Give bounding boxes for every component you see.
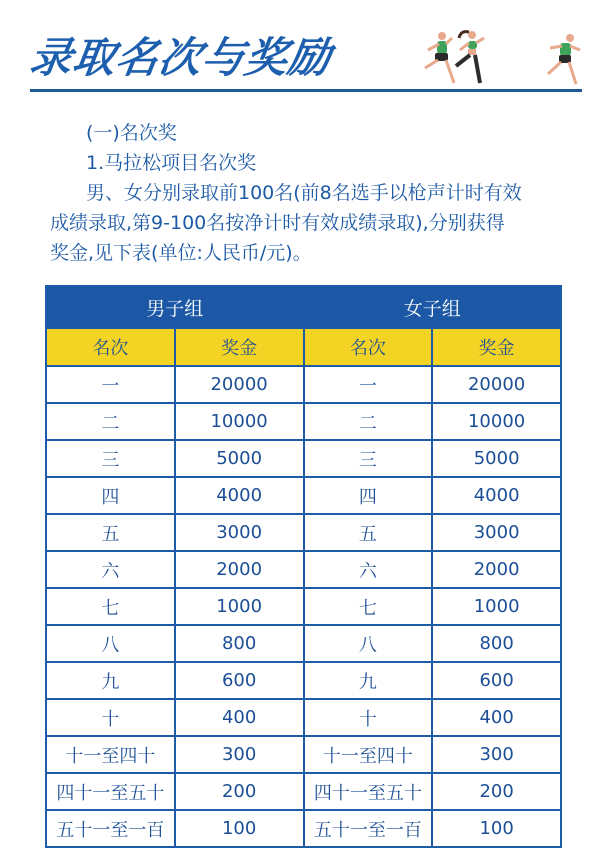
column-header-prize: 奖金 xyxy=(432,328,561,366)
table-row xyxy=(46,810,561,847)
paragraph-line-1: 男、女分别录取前100名(前8名选手以枪声计时有效 xyxy=(86,182,522,204)
women-prize-cell: 600 xyxy=(432,662,561,699)
women-prize-cell: 100 xyxy=(432,810,561,847)
table-row xyxy=(46,699,561,736)
women-prize-cell: 3000 xyxy=(432,514,561,551)
table-row xyxy=(46,366,561,403)
men-prize-cell: 4000 xyxy=(175,477,304,514)
women-prize-cell: 800 xyxy=(432,625,561,662)
men-prize-cell: 10000 xyxy=(175,403,304,440)
column-header-rank: 名次 xyxy=(304,328,433,366)
table-row xyxy=(46,736,561,773)
table-row xyxy=(46,514,561,551)
men-prize-cell: 600 xyxy=(175,662,304,699)
intro-text xyxy=(50,118,570,268)
table-row xyxy=(46,662,561,699)
table-row xyxy=(46,440,561,477)
column-header-rank: 名次 xyxy=(46,328,175,366)
women-rank-cell: 四十一至五十 xyxy=(304,773,433,810)
table-row xyxy=(46,551,561,588)
table-row xyxy=(46,773,561,810)
men-prize-cell: 400 xyxy=(175,699,304,736)
women-rank-cell: 一 xyxy=(304,366,433,403)
women-rank-cell: 七 xyxy=(304,588,433,625)
section-heading: (一)名次奖 xyxy=(86,122,177,144)
group-header-men: 男子组 xyxy=(46,286,304,328)
women-prize-cell: 4000 xyxy=(432,477,561,514)
men-rank-cell: 九 xyxy=(46,662,175,699)
women-rank-cell: 八 xyxy=(304,625,433,662)
paragraph-line-2: 成绩录取,第9-100名按净计时有效成绩录取),分别获得 xyxy=(50,212,505,234)
men-prize-cell: 1000 xyxy=(175,588,304,625)
women-rank-cell: 六 xyxy=(304,551,433,588)
women-prize-cell: 20000 xyxy=(432,366,561,403)
men-prize-cell: 20000 xyxy=(175,366,304,403)
page-title: 录取名次与奖励 xyxy=(26,33,335,82)
men-rank-cell: 十一至四十 xyxy=(46,736,175,773)
men-prize-cell: 3000 xyxy=(175,514,304,551)
women-rank-cell: 四 xyxy=(304,477,433,514)
men-rank-cell: 五 xyxy=(46,514,175,551)
women-rank-cell: 三 xyxy=(304,440,433,477)
women-rank-cell: 十 xyxy=(304,699,433,736)
women-prize-cell: 300 xyxy=(432,736,561,773)
women-rank-cell: 五 xyxy=(304,514,433,551)
men-prize-cell: 5000 xyxy=(175,440,304,477)
table-row xyxy=(46,403,561,440)
men-prize-cell: 800 xyxy=(175,625,304,662)
men-prize-cell: 100 xyxy=(175,810,304,847)
women-prize-cell: 2000 xyxy=(432,551,561,588)
men-rank-cell: 一 xyxy=(46,366,175,403)
women-prize-cell: 5000 xyxy=(432,440,561,477)
subsection-heading: 1.马拉松项目名次奖 xyxy=(86,152,257,174)
men-prize-cell: 300 xyxy=(175,736,304,773)
men-rank-cell: 二 xyxy=(46,403,175,440)
table-row xyxy=(46,477,561,514)
men-rank-cell: 七 xyxy=(46,588,175,625)
women-prize-cell: 400 xyxy=(432,699,561,736)
men-rank-cell: 十 xyxy=(46,699,175,736)
group-header-women: 女子组 xyxy=(304,286,562,328)
men-rank-cell: 六 xyxy=(46,551,175,588)
men-rank-cell: 四十一至五十 xyxy=(46,773,175,810)
women-prize-cell: 10000 xyxy=(432,403,561,440)
women-rank-cell: 十一至四十 xyxy=(304,736,433,773)
men-rank-cell: 三 xyxy=(46,440,175,477)
runners-illustration xyxy=(420,28,590,90)
paragraph-line-3: 奖金,见下表(单位:人民币/元)。 xyxy=(50,242,312,264)
men-rank-cell: 五十一至一百 xyxy=(46,810,175,847)
women-prize-cell: 1000 xyxy=(432,588,561,625)
title-underline xyxy=(30,89,582,92)
men-rank-cell: 八 xyxy=(46,625,175,662)
men-prize-cell: 2000 xyxy=(175,551,304,588)
women-rank-cell: 二 xyxy=(304,403,433,440)
men-prize-cell: 200 xyxy=(175,773,304,810)
women-prize-cell: 200 xyxy=(432,773,561,810)
table-row xyxy=(46,588,561,625)
column-header-prize: 奖金 xyxy=(175,328,304,366)
women-rank-cell: 五十一至一百 xyxy=(304,810,433,847)
women-rank-cell: 九 xyxy=(304,662,433,699)
men-rank-cell: 四 xyxy=(46,477,175,514)
table-row xyxy=(46,625,561,662)
prize-table xyxy=(45,285,562,848)
